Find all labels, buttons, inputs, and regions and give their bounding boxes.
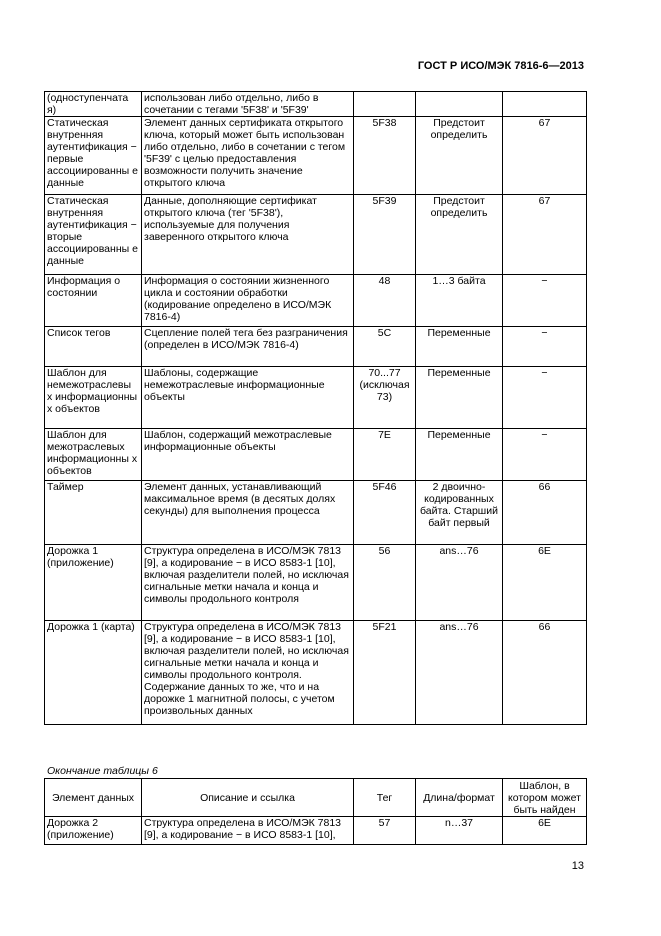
- table-header-row: [45, 779, 587, 817]
- description-cell: Сцепление полей тега без разграничения (определен в ИСО/МЭК 7816-4): [142, 327, 354, 367]
- table-row: [45, 817, 587, 845]
- table-row: [45, 195, 587, 275]
- length-cell: 2 двоично-кодированных байта. Старший байт первый: [416, 481, 503, 545]
- table-row: [45, 429, 587, 481]
- length-cell: Предстоит определить: [416, 195, 503, 275]
- template-cell: −: [503, 327, 587, 367]
- table-row: [45, 92, 587, 117]
- template-cell: [503, 92, 587, 117]
- element-name-cell: (одноступенчата я): [45, 92, 142, 117]
- description-cell: Структура определена в ИСО/МЭК 7813 [9], а кодирование − в ИСО 8583-1 [10], включая разделители полей, но исключая сигнальные метки начала и конца и символы продольного контроля: [142, 545, 354, 621]
- header-tag: Тег: [354, 779, 416, 817]
- tag-cell: 70...77 (исключая 73): [354, 367, 416, 429]
- tag-cell: 56: [354, 545, 416, 621]
- element-name-cell: Шаблон для межотраслевых информационны х объектов: [45, 429, 142, 481]
- header-description: Описание и ссылка: [142, 779, 354, 817]
- header-template: Шаблон, в котором может быть найден: [503, 779, 587, 817]
- template-cell: 67: [503, 117, 587, 195]
- tag-cell: 5F46: [354, 481, 416, 545]
- description-cell: Информация о состоянии жизненного цикла и состоянии обработки (кодирование определено в ИСО/МЭК 7816-4): [142, 275, 354, 327]
- element-name-cell: Дорожка 1 (приложение): [45, 545, 142, 621]
- table-row: [45, 275, 587, 327]
- length-cell: ans…76: [416, 621, 503, 725]
- template-cell: 6E: [503, 817, 587, 845]
- template-cell: 66: [503, 621, 587, 725]
- element-name-cell: Дорожка 1 (карта): [45, 621, 142, 725]
- tag-cell: [354, 92, 416, 117]
- tag-cell: 57: [354, 817, 416, 845]
- template-cell: −: [503, 429, 587, 481]
- template-cell: 67: [503, 195, 587, 275]
- description-cell: Элемент данных сертификата открытого ключа, который может быть использован либо отдельно, либо в сочетании с тегом '5F39' с целью предоставления возможности получить значение открытого ключа: [142, 117, 354, 195]
- description-cell: Структура определена в ИСО/МЭК 7813 [9], а кодирование − в ИСО 8583-1 [10], включая разделители полей, но исключая сигнальные метки начала и конца и символы продольного контроля. Содержание данных то же, что и на дорожке 1 магнитной полосы, с учетом произвольных данных: [142, 621, 354, 725]
- element-name-cell: Шаблон для немежотраслевы х информационны х объектов: [45, 367, 142, 429]
- length-cell: Предстоит определить: [416, 117, 503, 195]
- table-row: [45, 367, 587, 429]
- data-elements-table: [44, 91, 587, 725]
- table-caption: Окончание таблицы 6: [47, 765, 158, 777]
- description-cell: Структура определена в ИСО/МЭК 7813 [9], а кодирование − в ИСО 8583-1 [10],: [142, 817, 354, 845]
- tag-cell: 5C: [354, 327, 416, 367]
- element-name-cell: Таймер: [45, 481, 142, 545]
- tag-cell: 7E: [354, 429, 416, 481]
- table-row: [45, 327, 587, 367]
- length-cell: n…37: [416, 817, 503, 845]
- data-elements-table-end: [44, 778, 587, 845]
- tag-cell: 5F39: [354, 195, 416, 275]
- tag-cell: 5F38: [354, 117, 416, 195]
- length-cell: [416, 92, 503, 117]
- description-cell: Данные, дополняющие сертификат открытого ключа (тег '5F38'), используемые для получения заверенного открытого ключа: [142, 195, 354, 275]
- template-cell: −: [503, 367, 587, 429]
- description-cell: Шаблон, содержащий межотраслевые информационные объекты: [142, 429, 354, 481]
- template-cell: 66: [503, 481, 587, 545]
- template-cell: 6E: [503, 545, 587, 621]
- description-cell: Шаблоны, содержащие немежотраслевые информационные объекты: [142, 367, 354, 429]
- tag-cell: 48: [354, 275, 416, 327]
- description-cell: использован либо отдельно, либо в сочетании с тегами '5F38' и '5F39': [142, 92, 354, 117]
- table-row: [45, 117, 587, 195]
- element-name-cell: Информация о состоянии: [45, 275, 142, 327]
- element-name-cell: Дорожка 2 (приложение): [45, 817, 142, 845]
- page-number: 13: [571, 860, 584, 872]
- description-cell: Элемент данных, устанавливающий максимальное время (в десятых долях секунды) для выполнения процесса: [142, 481, 354, 545]
- table-row: [45, 621, 587, 725]
- table-row: [45, 481, 587, 545]
- length-cell: 1…3 байта: [416, 275, 503, 327]
- length-cell: Переменные: [416, 429, 503, 481]
- table-row: [45, 545, 587, 621]
- header-length: Длина/формат: [416, 779, 503, 817]
- document-header: ГОСТ Р ИСО/МЭК 7816-6—2013: [417, 60, 584, 72]
- element-name-cell: Статическая внутренняя аутентификация − первые ассоциированны е данные: [45, 117, 142, 195]
- tag-cell: 5F21: [354, 621, 416, 725]
- element-name-cell: Статическая внутренняя аутентификация − вторые ассоциированны е данные: [45, 195, 142, 275]
- template-cell: −: [503, 275, 587, 327]
- length-cell: Переменные: [416, 367, 503, 429]
- length-cell: ans…76: [416, 545, 503, 621]
- element-name-cell: Список тегов: [45, 327, 142, 367]
- length-cell: Переменные: [416, 327, 503, 367]
- header-element: Элемент данных: [45, 779, 142, 817]
